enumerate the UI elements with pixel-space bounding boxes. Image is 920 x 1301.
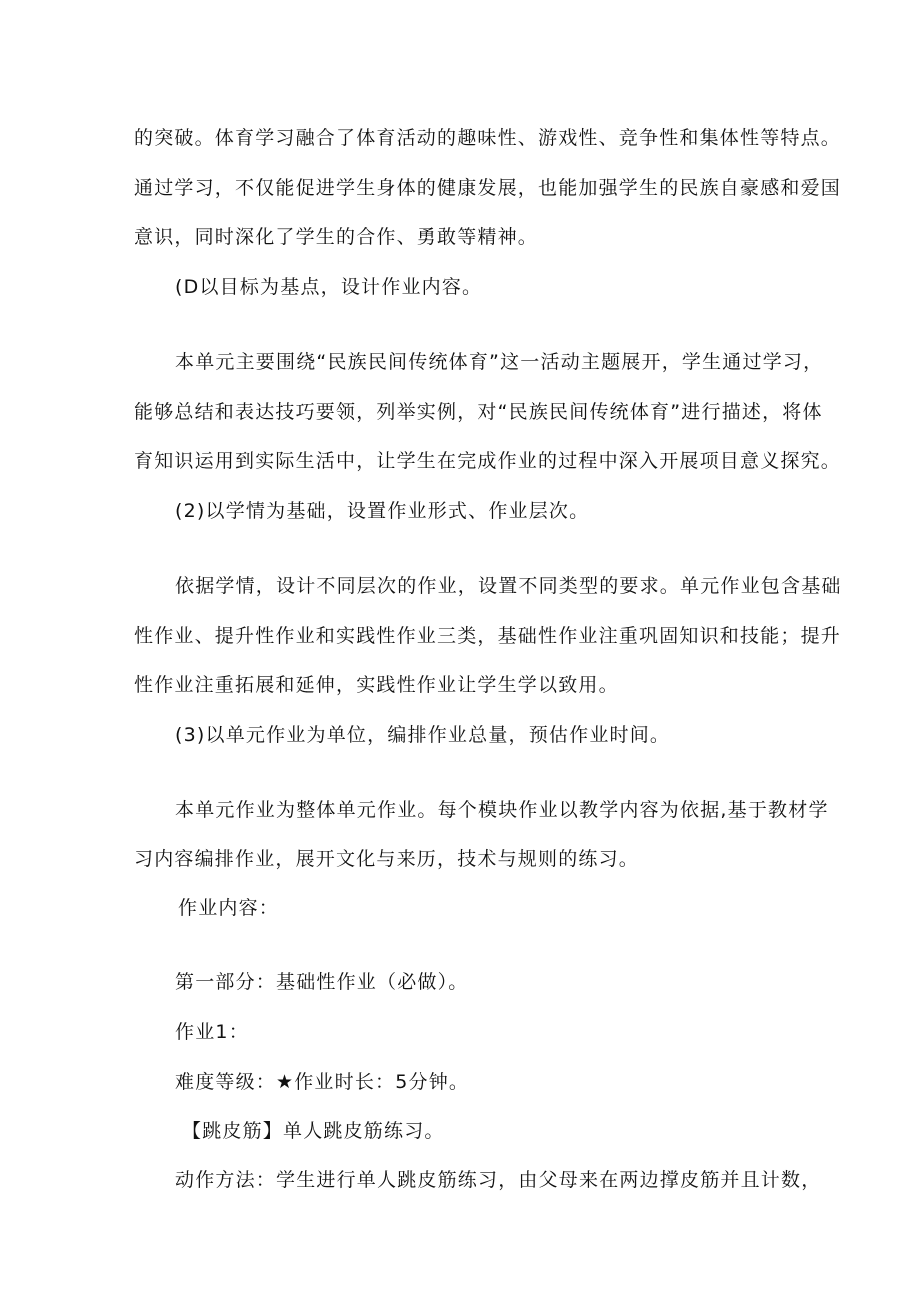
paragraph-line: 育知识运用到实际生活中，让学生在完成作业的过程中深入开展项目意义探究。 — [134, 450, 842, 472]
section-heading: (2)以学情为基础，设置作业形式、作业层次。 — [175, 500, 590, 522]
paragraph-line: 意识，同时深化了学生的合作、勇敢等精神。 — [134, 226, 539, 248]
homework-label: 作业1： — [175, 1021, 249, 1043]
paragraph-line: 习内容编排作业，展开文化与来历，技术与规则的练习。 — [134, 848, 640, 870]
section-heading: (D以目标为基点，设计作业内容。 — [175, 276, 483, 298]
paragraph-line: 通过学习，不仅能促进学生身体的健康发展，也能加强学生的民族自豪感和爱国 — [134, 177, 842, 199]
difficulty-line: 难度等级：★作业时长：5分钟。 — [175, 1071, 470, 1093]
method-line: 动作方法：学生进行单人跳皮筋练习，由父母来在两边撑皮筋并且计数， — [175, 1169, 822, 1191]
exercise-title: 【跳皮筋】单人跳皮筋练习。 — [182, 1120, 445, 1142]
subheading: 第一部分：基础性作业（必做）。 — [175, 971, 469, 993]
paragraph-line: 的突破。体育学习融合了体育活动的趣味性、游戏性、竞争性和集体性等特点。 — [134, 127, 842, 149]
paragraph-line: 本单元作业为整体单元作业。每个模块作业以教学内容为依据,基于教材学 — [175, 799, 829, 821]
paragraph-line: 性作业、提升性作业和实践性作业三类，基础性作业注重巩固知识和技能；提升 — [134, 625, 842, 647]
paragraph-line: 本单元主要围绕“民族民间传统体育”这一活动主题展开，学生通过学习， — [175, 351, 824, 373]
paragraph-line: 依据学情，设计不同层次的作业，设置不同类型的要求。单元作业包含基础 — [175, 575, 842, 597]
paragraph-line: 性作业注重拓展和延伸，实践性作业让学生学以致用。 — [134, 674, 619, 696]
paragraph-line: 能够总结和表达技巧要领，列举实例，对“民族民间传统体育”进行描述，将体 — [134, 401, 823, 423]
subheading: 作业内容： — [178, 897, 280, 919]
section-heading: (3)以单元作业为单位，编排作业总量，预估作业时间。 — [175, 724, 671, 746]
